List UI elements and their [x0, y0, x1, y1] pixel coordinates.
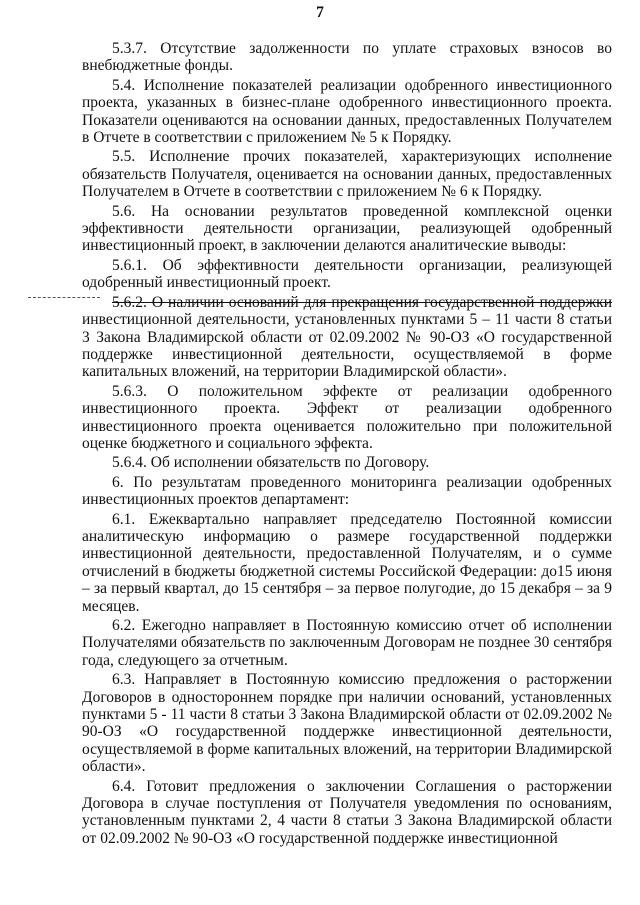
paragraph-5-6-4: 5.6.4. Об исполнении обязательств по Договору.	[112, 454, 430, 472]
paragraph-5-6-2-text: инвестиционной деятельности, установленных пунктами 5 – 11 части 8 статьи 3 Закона Владимирской области от 02.09.2002 № 90-ОЗ «О государственной поддержке инвестиционной деятельности, осуществляемой в форме капитальных вложений, на территории Владимирской области».	[82, 311, 612, 381]
paragraph-5-6-2	[82, 294, 612, 381]
paragraph-5-5: 5.5. Исполнение прочих показателей, характеризующих исполнение обязательств Получателя, оценивается на основании данных, предоставленных Получателем в Отчете в соответствии с приложением № 6 к Порядку.	[82, 148, 612, 201]
paragraph-5-6: 5.6. На основании результатов проведенной комплексной оценки эффективности деятельности организации, реализующей одобренный инвестиционный проект, в заключении делаются аналитические выводы:	[82, 202, 612, 255]
document-body	[82, 40, 612, 849]
paragraph-5-6-3: 5.6.3. О положительном эффекте от реализации одобренного инвестиционного проекта. Эффект от реализации одобренного инвестиционного проекта оценивается положительно при положительной оценке бюджетного и социального эффекта.	[82, 382, 612, 452]
paragraph-5-3-7: 5.3.7. Отсутствие задолженности по уплате страховых взносов во внебюджетные фонды.	[82, 40, 612, 75]
paragraph-6-3: 6.3. Направляет в Постоянную комиссию предложения о расторжении Договоров в одностороннем порядке при наличии оснований, установленных пунктами 5 - 11 части 8 статьи 3 Закона Владимирской области от 02.09.2002 № 90-ОЗ «О государственной поддержке инвестиционной деятельности, осуществляемой в форме капитальных вложений, на территории Владимирской области».	[82, 671, 612, 776]
paragraph-5-4: 5.4. Исполнение показателей реализации одобренного инвестиционного проекта, указанных в бизнес-плане одобренного инвестиционного проекта. Показатели оцениваются на основании данных, предоставленных Получателем в Отчете в соответствии с приложением № 5 к Порядку.	[82, 76, 612, 147]
struck-text: 5.6.2. О наличии оснований для прекращения государственной поддержки	[112, 293, 612, 311]
paragraph-6-4: 6.4. Готовит предложения о заключении Соглашения о расторжении Договора в случае поступления от Получателя уведомления по основаниям, установленным пунктами 2, 4 части 8 статьи 3 Закона Владимирской области от 02.09.2002 № 90-ОЗ «О государственной поддержке инвестиционной	[82, 777, 612, 847]
paragraph-6: 6. По результатам проведенного мониторинга реализации одобренных инвестиционных проектов департамент:	[82, 473, 612, 509]
paragraph-6-1: 6.1. Ежеквартально направляет председателю Постоянной комиссии аналитическую информацию о размере государственной поддержки инвестиционной деятельности, предоставленной Получателям, и о сумме отчислений в бюджеты бюджетной системы Российской Федерации: до15 июня – за первый квартал, до 15 сентября – за первое полугодие, до 15 декабря – за 9 месяцев.	[82, 510, 612, 615]
paragraph-6-2: 6.2. Ежегодно направляет в Постоянную комиссию отчет об исполнении Получателями обязательств по заключенным Договорам не позднее 30 сентября года, следующего за отчетным.	[82, 617, 612, 669]
paragraph-5-6-1: 5.6.1. Об эффективности деятельности организации, реализующей одобренный инвестиционный проект.	[82, 256, 612, 292]
page-number: 7	[316, 4, 324, 21]
